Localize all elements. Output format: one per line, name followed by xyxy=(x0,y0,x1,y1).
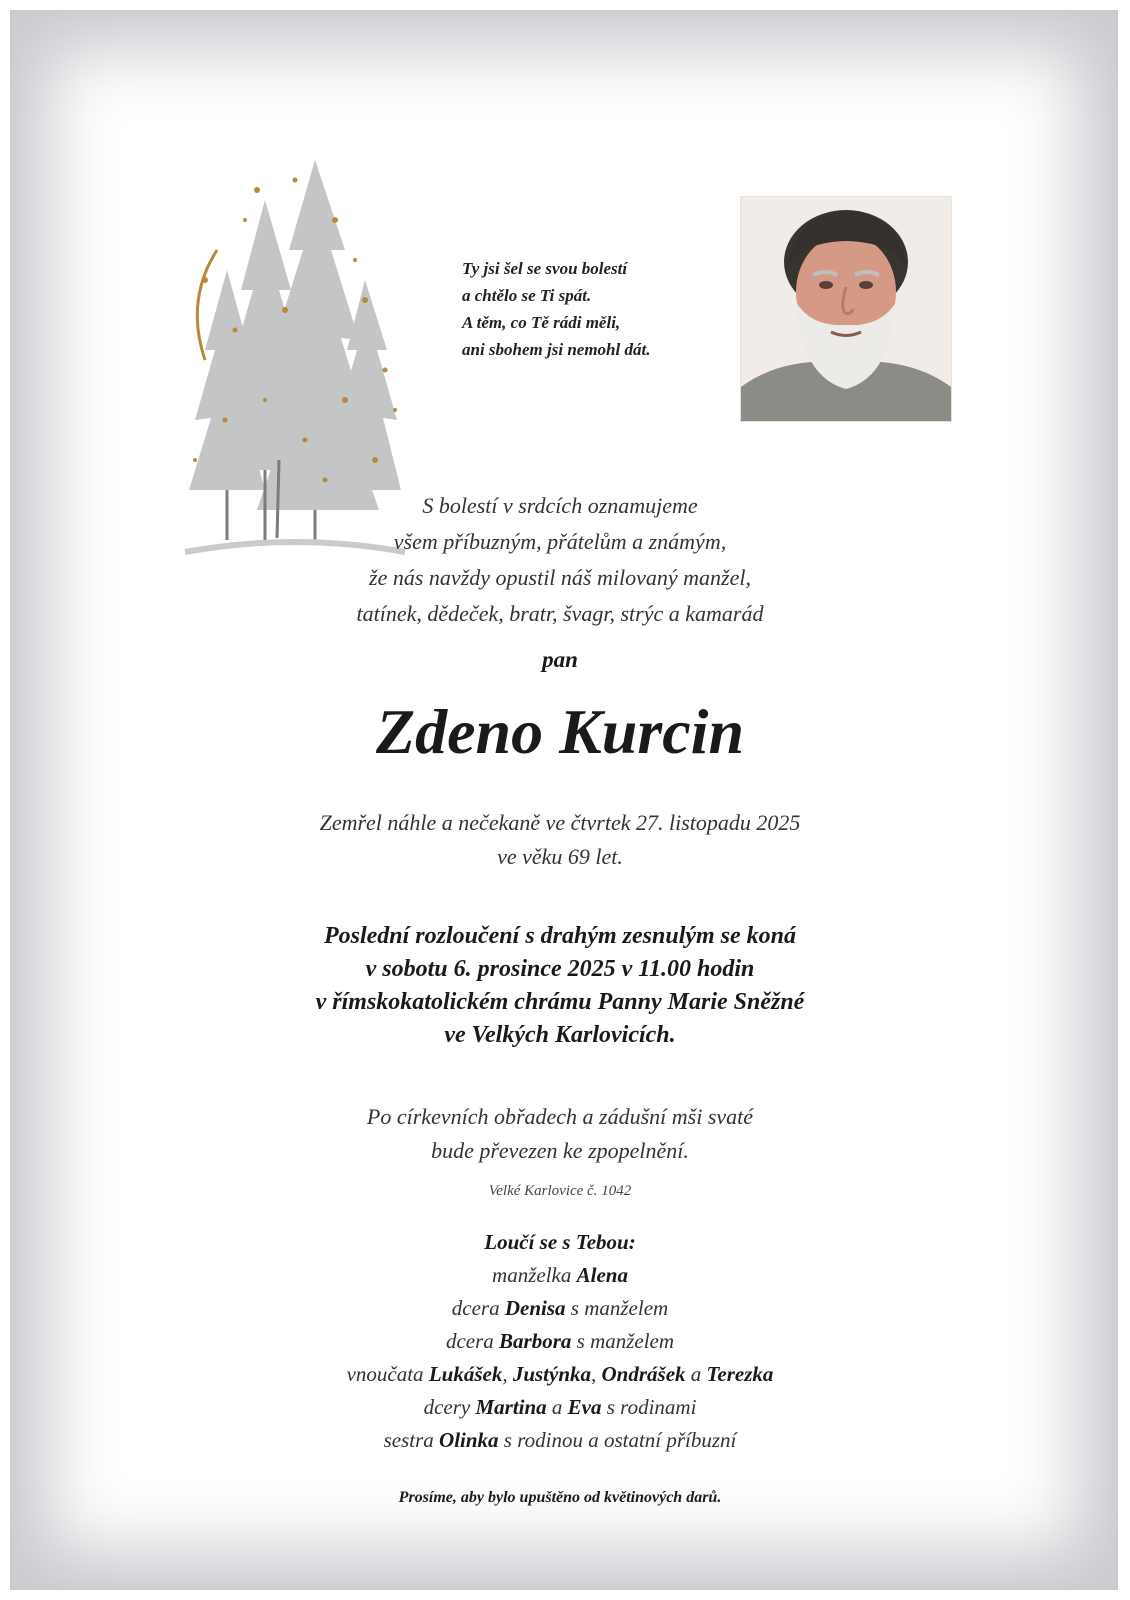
flowers-note: Prosíme, aby bylo upuštěno od květinových darů. xyxy=(398,1489,722,1506)
relation: vnoučata xyxy=(346,1362,429,1386)
separator: a xyxy=(685,1362,707,1386)
poem-line: Ty jsi šel se svou bolestí xyxy=(462,259,628,278)
death-line: Zemřel náhle a nečekaně ve čtvrtek 27. listopadu 2025 xyxy=(319,810,801,835)
announcement xyxy=(110,488,1010,632)
address: Velké Karlovice č. 1042 xyxy=(488,1183,632,1199)
mourner-name: Eva xyxy=(567,1395,602,1419)
relation: manželka xyxy=(492,1263,577,1287)
mourner-line xyxy=(110,1259,1010,1292)
mourner-line xyxy=(110,1292,1010,1325)
portrait-photo xyxy=(740,196,952,422)
death-line: ve věku 69 let. xyxy=(497,844,623,869)
relation-suffix: s manželem xyxy=(571,1329,675,1353)
relation: dcera xyxy=(445,1329,500,1353)
relation-suffix: s rodinou a ostatní příbuzní xyxy=(498,1428,737,1452)
funeral-line: v sobotu 6. prosince 2025 v 11.00 hodin xyxy=(365,956,755,982)
mourners-heading: Loučí se s Tebou: xyxy=(484,1230,636,1254)
announcement-line: tatínek, dědeček, bratr, švagr, strýc a kamarád xyxy=(356,601,764,626)
portrait-image xyxy=(741,197,951,421)
relation-suffix: s rodinami xyxy=(601,1395,697,1419)
mourner-name: Alena xyxy=(576,1263,628,1287)
funeral-line: Poslední rozloučení s drahým zesnulým se koná xyxy=(323,923,797,949)
church-info xyxy=(110,1100,1010,1168)
funeral-line: ve Velkých Karlovicích. xyxy=(444,1022,676,1048)
mourner-name: Ondrášek xyxy=(601,1362,686,1386)
honorific: pan xyxy=(542,647,578,672)
relation: dcery xyxy=(423,1395,476,1419)
church-line: Po církevních obřadech a zádušní mši svaté xyxy=(366,1104,754,1129)
mourner-name: Denisa xyxy=(504,1296,566,1320)
funeral-info xyxy=(110,920,1010,1052)
relation: dcera xyxy=(451,1296,505,1320)
death-info xyxy=(110,806,1010,874)
relation-suffix: s manželem xyxy=(565,1296,669,1320)
mourner-line xyxy=(110,1358,1010,1391)
mourners-list xyxy=(110,1226,1010,1457)
deceased-name: Zdeno Kurcin xyxy=(375,696,745,767)
poem-line: a chtělo se Ti spát. xyxy=(462,286,592,305)
mourner-name: Lukášek xyxy=(428,1362,503,1386)
mourner-name: Martina xyxy=(475,1395,547,1419)
announcement-line: že nás navždy opustil náš milovaný manžel, xyxy=(369,565,751,590)
mourner-name: Terezka xyxy=(706,1362,774,1386)
separator: , xyxy=(502,1362,513,1386)
relation: sestra xyxy=(383,1428,440,1452)
announcement-line: S bolestí v srdcích oznamujeme xyxy=(422,493,698,518)
church-line: bude převezen ke zpopelnění. xyxy=(431,1138,689,1163)
separator: , xyxy=(591,1362,602,1386)
mourner-name: Justýnka xyxy=(512,1362,591,1386)
mourner-line xyxy=(110,1424,1010,1457)
poem xyxy=(462,255,722,363)
mourner-name: Olinka xyxy=(439,1428,499,1452)
poem-line: A těm, co Tě rádi měli, xyxy=(462,313,621,332)
mourner-name: Barbora xyxy=(499,1329,572,1353)
mourner-line xyxy=(110,1391,1010,1424)
mourner-line xyxy=(110,1325,1010,1358)
funeral-line: v římskokatolickém chrámu Panny Marie Sněžné xyxy=(315,989,805,1015)
poem-line: ani sbohem jsi nemohl dát. xyxy=(462,340,651,359)
announcement-line: všem příbuzným, přátelům a známým, xyxy=(393,529,727,554)
separator: a xyxy=(546,1395,568,1419)
